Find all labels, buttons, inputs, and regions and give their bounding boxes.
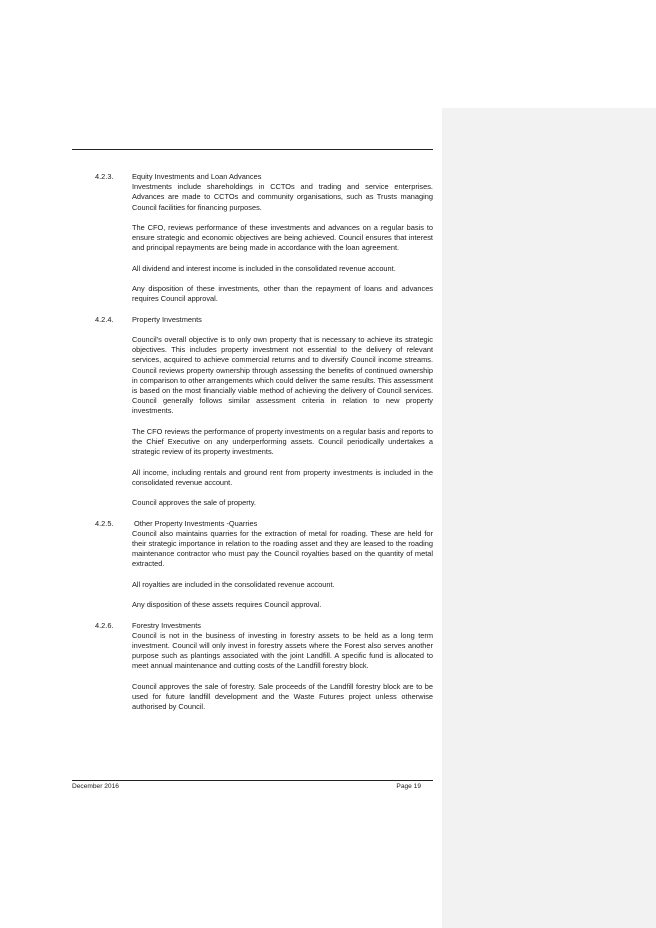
section-heading (95, 315, 433, 325)
section-number: 4.2.6. (95, 620, 114, 630)
section-title: Forestry Investments (132, 620, 201, 630)
paragraph: Any disposition of these assets requires Council approval. (132, 600, 322, 610)
paragraph: Council approves the sale of property. (132, 498, 256, 508)
section-4-2-6 (95, 621, 433, 713)
paragraph: All royalties are included in the consolidated revenue account. (132, 579, 335, 589)
section-heading (95, 621, 433, 631)
footer-rule (72, 780, 433, 781)
section-heading (95, 172, 433, 182)
footer-page-number: Page 19 (396, 783, 421, 790)
paragraph: Any disposition of these investments, other than the repayment of loans and advances requires Council approval. (132, 284, 433, 304)
section-heading (95, 519, 433, 529)
footer-date: December 2016 (72, 783, 119, 790)
section-number: 4.2.3. (95, 172, 114, 181)
section-4-2-5 (95, 519, 433, 611)
paragraph: Council is not in the business of investing in forestry assets to be held as a long term investment. Council will only invest in forestry assets where the Forest also serves another purpose such as plantings associated with the joint Landfill. A specific fund is allocated to meet annual maintenance and cutting costs of the Landfill forestry block. (132, 630, 433, 671)
section-title: Property Investments (132, 314, 202, 324)
comment-margin-panel (442, 108, 656, 928)
paragraph: All income, including rentals and ground rent from property investments is included in the consolidated revenue account. (132, 467, 433, 487)
document-body (95, 172, 433, 723)
paragraph: Council’s overall objective is to only own property that is necessary to achieve its strategic objectives. This includes property investment not essential to the delivery of relevant services, acquired to achieve commercial returns and to diversify Council income streams. Council reviews property ownership through assessing the benefits of continued ownership in comparison to other arrangements which could deliver the same results. This assessment is based on the most financially viable method of achieving the delivery of Council services. Council generally follows similar assessment criteria in relation to new property investments. (132, 334, 433, 416)
paragraph: The CFO, reviews performance of these investments and advances on a regular basis to ensure strategic and economic objectives are being achieved. Council ensures that interest and principal repayments are being made in accordance with the loan agreement. (132, 223, 433, 253)
paragraph: The CFO reviews the performance of property investments on a regular basis and reports to the Chief Executive on any underperforming assets. Council periodically undertakes a strategic review of its property investments. (132, 426, 433, 457)
header-rule (72, 149, 433, 150)
section-number: 4.2.5. (95, 518, 114, 528)
section-title: Equity Investments and Loan Advances (132, 172, 262, 181)
section-4-2-3 (95, 172, 433, 305)
paragraph: Investments include shareholdings in CCTOs and trading and service enterprises. Advances are made to CCTOs and community organisations, such as Trusts managing Council facilities for financing purposes. (132, 182, 433, 212)
paragraph: All dividend and interest income is included in the consolidated revenue account. (132, 263, 396, 273)
section-title: Other Property Investments -Quarries (132, 518, 258, 528)
section-4-2-4 (95, 315, 433, 509)
section-number: 4.2.4. (95, 314, 114, 324)
paragraph: Council approves the sale of forestry. Sale proceeds of the Landfill forestry block are to be used for future landfill development and the Waste Futures project unless otherwise authorised by Council. (132, 681, 433, 712)
paragraph: Council also maintains quarries for the extraction of metal for roading. These are held for their strategic importance in relation to the roading asset and they are leased to the roading maintenance contractor who must pay the Council royalties based on the quantity of metal extracted. (132, 528, 433, 569)
